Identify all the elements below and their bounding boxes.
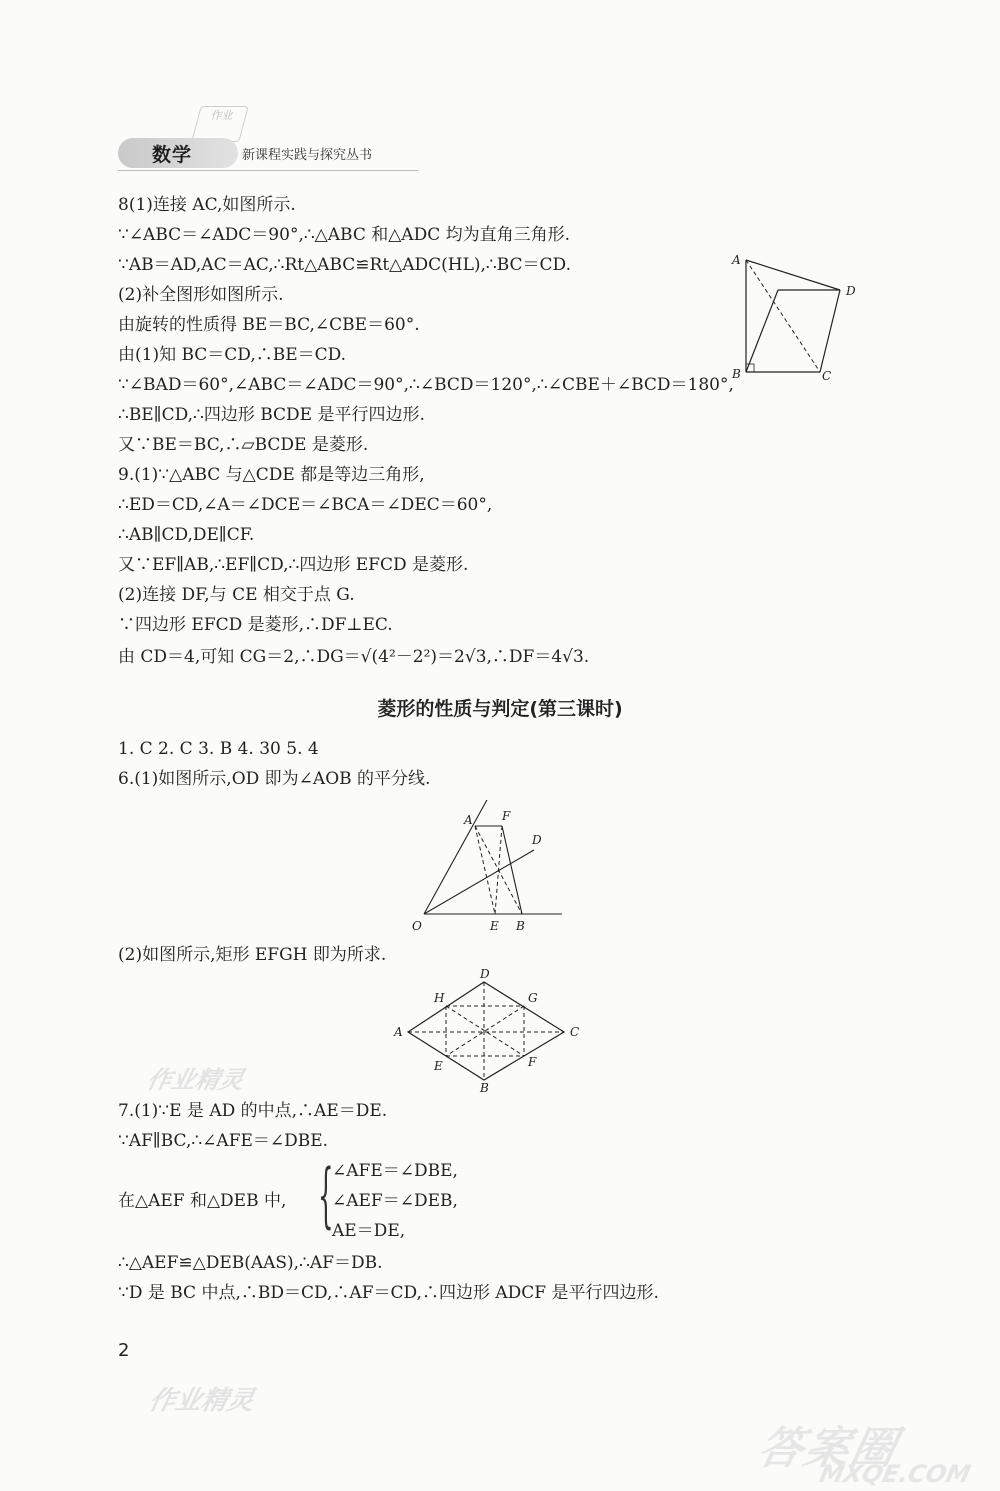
subject-label: 数学 — [152, 144, 193, 166]
text-line: ∵∠ABC＝∠ADC＝90°,∴△ABC 和△ADC 均为直角三角形. — [118, 225, 571, 245]
text-line: 由(1)知 BC＝CD,∴BE＝CD. — [118, 345, 347, 365]
fig3-label-a: A — [394, 1025, 403, 1039]
figure-angle-bisector — [408, 800, 568, 940]
fig2-label-b: B — [516, 919, 525, 933]
text-line: ∵AB＝AD,AC＝AC,∴Rt△ABC≌Rt△ADC(HL),∴BC＝CD. — [118, 255, 571, 275]
text-line: 由旋转的性质得 BE＝BC,∠CBE＝60°. — [118, 315, 420, 335]
text-line: ∴BE∥CD,∴四边形 BCDE 是平行四边形. — [118, 405, 425, 425]
page-header — [118, 106, 418, 166]
text-line: ∴△AEF≌△DEB(AAS),∴AF＝DB. — [118, 1253, 383, 1273]
fig3-label-g: G — [528, 991, 538, 1005]
text-line: 又∵EF∥AB,∴EF∥CD,∴四边形 EFCD 是菱形. — [118, 555, 469, 575]
fig1-label-a: A — [732, 253, 741, 267]
text-line: ∵AF∥BC,∴∠AFE＝∠DBE. — [118, 1131, 329, 1151]
header-rule — [118, 170, 418, 171]
text-line: 由 CD＝4,可知 CG＝2,∴DG＝√(4²－2²)＝2√3,∴DF＝4√3. — [118, 647, 590, 667]
text-line: 又∵BE＝BC,∴▱BCDE 是菱形. — [118, 435, 369, 455]
fig3-label-e: E — [434, 1059, 443, 1073]
watermark: 作业精灵 — [144, 1066, 247, 1094]
text-line: ∴AB∥CD,DE∥CF. — [118, 525, 255, 545]
fig2-label-o: O — [412, 919, 422, 933]
text-line: ∵四边形 EFCD 是菱形,∴DF⊥EC. — [118, 615, 393, 635]
watermark: 答案圈 — [753, 1423, 903, 1474]
text-line: 在△AEF 和△DEB 中, — [118, 1191, 287, 1211]
text-line: ∠AFE＝∠DBE, — [332, 1161, 458, 1181]
fig3-label-f: F — [528, 1055, 537, 1069]
text-line: ∵∠BAD＝60°,∠ABC＝∠ADC＝90°,∴∠BCD＝120°,∴∠CBE＋∠BCD＝180°, — [118, 375, 734, 395]
text-line: 9.(1)∵△ABC 与△CDE 都是等边三角形, — [118, 465, 425, 485]
fig1-label-d: D — [846, 284, 856, 298]
text-line: ∵D 是 BC 中点,∴BD＝CD,∴AF＝CD,∴四边形 ADCF 是平行四边形. — [118, 1283, 659, 1303]
fig3-label-d: D — [480, 968, 490, 981]
fig2-label-f: F — [502, 809, 511, 823]
fig1-label-c: C — [822, 369, 832, 383]
fig2-label-e: E — [490, 919, 499, 933]
text-line: ∠AEF＝∠DEB, — [332, 1191, 458, 1211]
answer-line: 1. C 2. C 3. B 4. 30 5. 4 — [118, 739, 319, 759]
fig3-label-b: B — [480, 1081, 489, 1095]
text-line: AE＝DE, — [332, 1221, 406, 1241]
fig1-label-b: B — [732, 367, 741, 381]
fig3-label-h: H — [434, 991, 445, 1005]
watermark: 作业精灵 — [146, 1386, 257, 1416]
section-title: 菱形的性质与判定(第三课时) — [377, 698, 623, 720]
system-brace: { — [318, 1154, 334, 1236]
series-title: 新课程实践与探究丛书 — [242, 148, 373, 163]
fig3-label-c: C — [570, 1025, 580, 1039]
text-line: 7.(1)∵E 是 AD 的中点,∴AE＝DE. — [118, 1101, 388, 1121]
text-line: (2)补全图形如图所示. — [118, 285, 284, 305]
fig2-label-d: D — [532, 833, 542, 847]
text-line: (2)连接 DF,与 CE 相交于点 G. — [118, 585, 355, 605]
text-line: ∴ED＝CD,∠A＝∠DCE＝∠BCA＝∠DEC＝60°, — [118, 495, 493, 515]
book-logo: 作业 — [191, 106, 249, 142]
figure-problem-8 — [728, 250, 868, 385]
figure-rhombus — [388, 968, 588, 1096]
text-line: 8(1)连接 AC,如图所示. — [118, 195, 296, 215]
text-line: (2)如图所示,矩形 EFGH 即为所求. — [118, 945, 387, 965]
watermark: MXQE.COM — [817, 1460, 974, 1488]
text-line: 6.(1)如图所示,OD 即为∠AOB 的平分线. — [118, 769, 431, 789]
fig2-label-a: A — [464, 813, 473, 827]
page-number: 2 — [118, 1340, 130, 1361]
